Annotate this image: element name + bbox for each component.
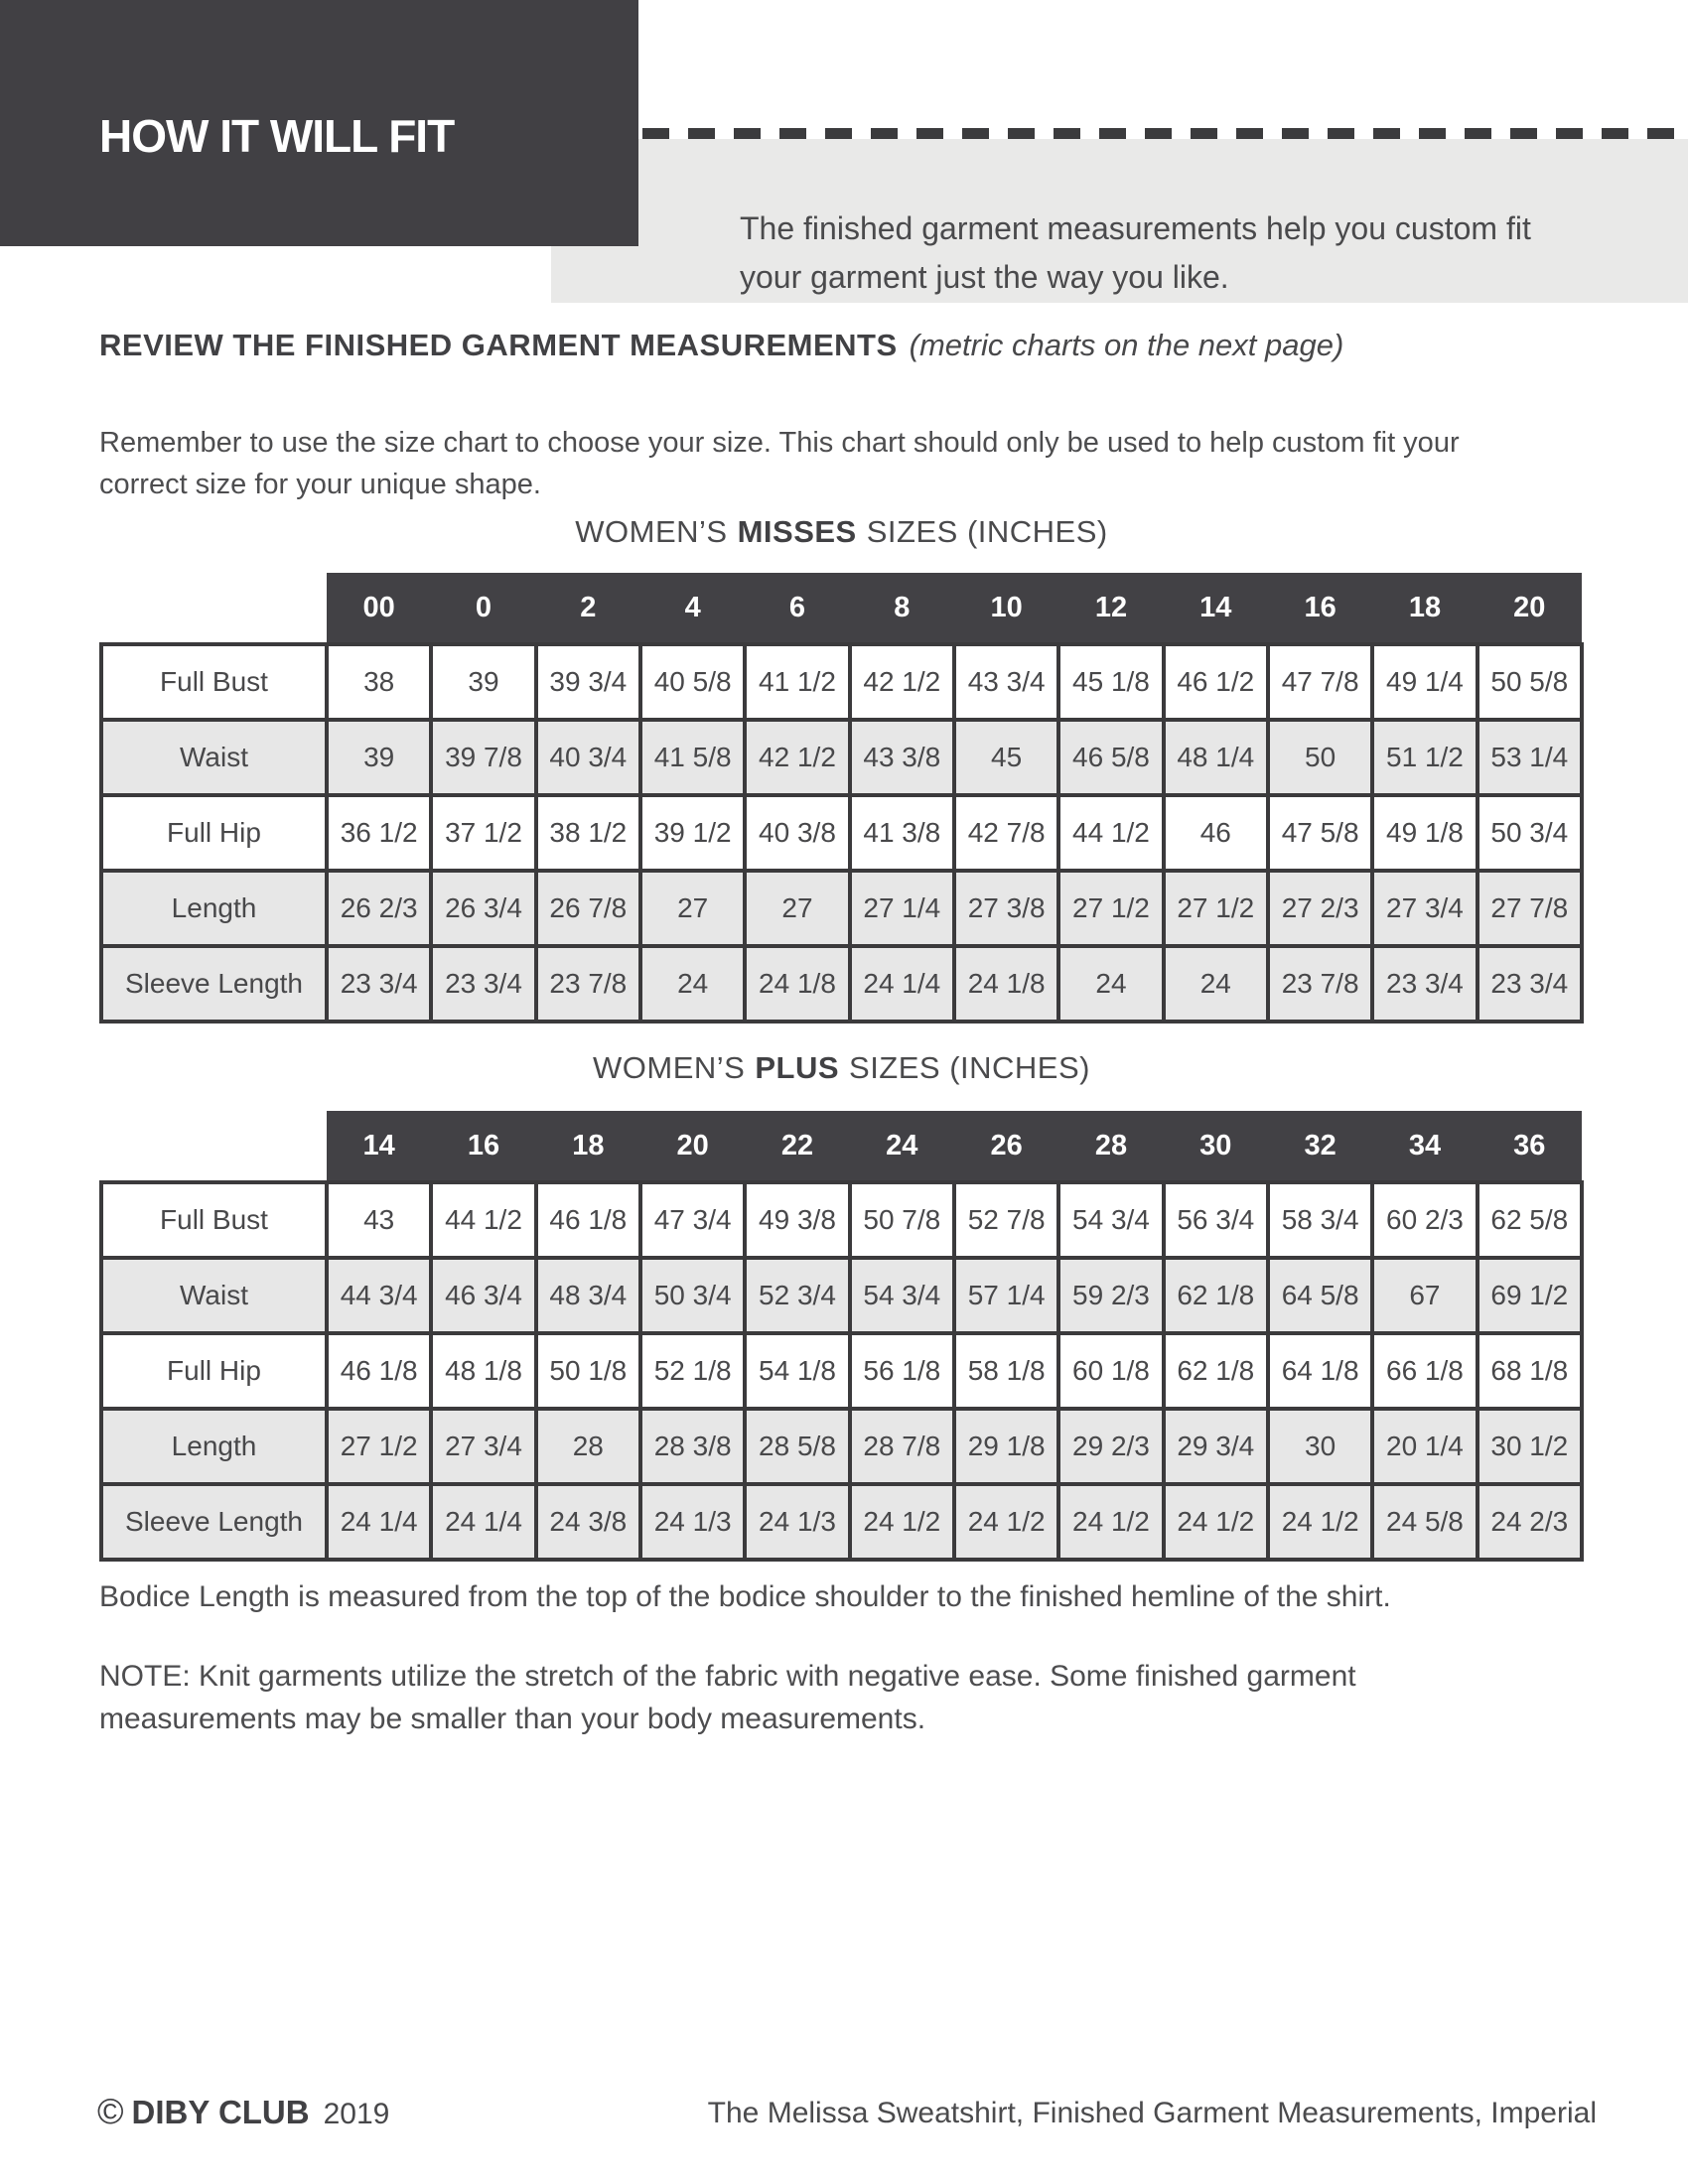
measurement-cell: 62 5/8 bbox=[1477, 1182, 1582, 1258]
measurement-cell: 42 7/8 bbox=[954, 795, 1058, 871]
row-label: Sleeve Length bbox=[101, 946, 327, 1022]
measurement-row bbox=[101, 795, 1582, 871]
size-column-header: 34 bbox=[1372, 1111, 1477, 1182]
measurement-cell: 52 3/4 bbox=[745, 1258, 849, 1333]
measurement-cell: 20 1/4 bbox=[1372, 1409, 1477, 1484]
page-title: HOW IT WILL FIT bbox=[99, 110, 455, 162]
measurement-cell: 50 3/4 bbox=[640, 1258, 745, 1333]
measurement-cell: 50 5/8 bbox=[1477, 644, 1582, 720]
measurement-cell: 49 3/8 bbox=[745, 1182, 849, 1258]
row-label: Full Bust bbox=[101, 1182, 327, 1258]
measurement-cell: 40 5/8 bbox=[640, 644, 745, 720]
measurement-cell: 48 1/4 bbox=[1164, 720, 1268, 795]
measurement-cell: 56 3/4 bbox=[1164, 1182, 1268, 1258]
measurement-cell: 56 1/8 bbox=[850, 1333, 954, 1409]
measurement-cell: 52 1/8 bbox=[640, 1333, 745, 1409]
measurement-cell: 37 1/2 bbox=[431, 795, 535, 871]
size-column-header: 16 bbox=[431, 1111, 535, 1182]
size-column-header: 2 bbox=[536, 573, 640, 644]
measurement-cell: 27 1/2 bbox=[1164, 871, 1268, 946]
measurement-cell: 26 2/3 bbox=[327, 871, 431, 946]
measurement-cell: 60 1/8 bbox=[1058, 1333, 1163, 1409]
measurement-cell: 27 bbox=[640, 871, 745, 946]
measurement-cell: 30 1/2 bbox=[1477, 1409, 1582, 1484]
dashed-divider bbox=[551, 128, 1688, 139]
misses-table-title bbox=[99, 514, 1584, 550]
measurement-cell: 58 3/4 bbox=[1268, 1182, 1372, 1258]
size-column-header: 14 bbox=[327, 1111, 431, 1182]
measurement-cell: 24 bbox=[1164, 946, 1268, 1022]
measurement-row bbox=[101, 1258, 1582, 1333]
bodice-length-note: Bodice Length is measured from the top of the bodice shoulder to the finished hemline of the shirt. bbox=[99, 1580, 1391, 1613]
measurement-cell: 36 1/2 bbox=[327, 795, 431, 871]
measurement-cell: 26 7/8 bbox=[536, 871, 640, 946]
measurement-row bbox=[101, 644, 1582, 720]
size-column-header: 12 bbox=[1058, 573, 1163, 644]
measurement-row bbox=[101, 946, 1582, 1022]
size-column-header: 14 bbox=[1164, 573, 1268, 644]
measurement-cell: 28 bbox=[536, 1409, 640, 1484]
row-label: Full Bust bbox=[101, 644, 327, 720]
size-column-header: 8 bbox=[850, 573, 954, 644]
measurement-cell: 38 bbox=[327, 644, 431, 720]
measurement-cell: 39 3/4 bbox=[536, 644, 640, 720]
row-label: Length bbox=[101, 871, 327, 946]
measurement-cell: 47 3/4 bbox=[640, 1182, 745, 1258]
misses-title-bold: MISSES bbox=[737, 514, 857, 549]
copyright-icon: © bbox=[97, 2091, 124, 2131]
row-label: Sleeve Length bbox=[101, 1484, 327, 1560]
header-banner bbox=[0, 0, 638, 246]
size-column-header: 36 bbox=[1477, 1111, 1582, 1182]
blank-corner-cell bbox=[101, 1111, 327, 1182]
measurement-cell: 43 bbox=[327, 1182, 431, 1258]
measurement-cell: 27 7/8 bbox=[1477, 871, 1582, 946]
measurement-cell: 24 1/2 bbox=[1058, 1484, 1163, 1560]
measurement-row bbox=[101, 1409, 1582, 1484]
size-column-header: 28 bbox=[1058, 1111, 1163, 1182]
measurement-cell: 46 1/2 bbox=[1164, 644, 1268, 720]
measurement-cell: 45 bbox=[954, 720, 1058, 795]
measurement-cell: 42 1/2 bbox=[745, 720, 849, 795]
measurement-cell: 39 1/2 bbox=[640, 795, 745, 871]
measurement-cell: 23 7/8 bbox=[536, 946, 640, 1022]
size-column-header: 26 bbox=[954, 1111, 1058, 1182]
measurement-cell: 44 3/4 bbox=[327, 1258, 431, 1333]
measurement-cell: 44 1/2 bbox=[431, 1182, 535, 1258]
measurement-cell: 64 1/8 bbox=[1268, 1333, 1372, 1409]
measurement-cell: 47 7/8 bbox=[1268, 644, 1372, 720]
measurement-cell: 27 2/3 bbox=[1268, 871, 1372, 946]
measurement-cell: 39 bbox=[431, 644, 535, 720]
measurement-cell: 24 2/3 bbox=[1477, 1484, 1582, 1560]
measurement-cell: 53 1/4 bbox=[1477, 720, 1582, 795]
measurement-cell: 24 1/4 bbox=[850, 946, 954, 1022]
measurement-cell: 54 3/4 bbox=[1058, 1182, 1163, 1258]
size-column-header: 18 bbox=[536, 1111, 640, 1182]
measurement-cell: 24 1/2 bbox=[954, 1484, 1058, 1560]
measurement-cell: 58 1/8 bbox=[954, 1333, 1058, 1409]
measurement-cell: 28 5/8 bbox=[745, 1409, 849, 1484]
misses-title-suffix: SIZES (INCHES) bbox=[866, 514, 1108, 549]
brand-name: DIBY CLUB bbox=[131, 2094, 310, 2130]
measurement-cell: 51 1/2 bbox=[1372, 720, 1477, 795]
measurement-cell: 24 bbox=[1058, 946, 1163, 1022]
measurement-cell: 57 1/4 bbox=[954, 1258, 1058, 1333]
measurement-cell: 43 3/4 bbox=[954, 644, 1058, 720]
measurement-cell: 29 1/8 bbox=[954, 1409, 1058, 1484]
measurement-cell: 49 1/4 bbox=[1372, 644, 1477, 720]
measurement-cell: 69 1/2 bbox=[1477, 1258, 1582, 1333]
measurement-cell: 68 1/8 bbox=[1477, 1333, 1582, 1409]
measurement-cell: 27 1/4 bbox=[850, 871, 954, 946]
measurement-cell: 23 7/8 bbox=[1268, 946, 1372, 1022]
measurement-cell: 23 3/4 bbox=[431, 946, 535, 1022]
measurement-cell: 42 1/2 bbox=[850, 644, 954, 720]
measurement-cell: 54 1/8 bbox=[745, 1333, 849, 1409]
callout-text: The finished garment measurements help you custom fit your garment just the way you like. bbox=[740, 210, 1531, 295]
footer-caption: The Melissa Sweatshirt, Finished Garment Measurements, Imperial bbox=[707, 2097, 1597, 2129]
measurement-row bbox=[101, 720, 1582, 795]
measurement-cell: 24 1/4 bbox=[327, 1484, 431, 1560]
row-label: Length bbox=[101, 1409, 327, 1484]
measurement-cell: 67 bbox=[1372, 1258, 1477, 1333]
measurement-cell: 23 3/4 bbox=[1477, 946, 1582, 1022]
measurement-cell: 50 1/8 bbox=[536, 1333, 640, 1409]
measurement-cell: 54 3/4 bbox=[850, 1258, 954, 1333]
plus-title-prefix: WOMEN’S bbox=[593, 1050, 746, 1085]
measurement-cell: 39 7/8 bbox=[431, 720, 535, 795]
size-column-header: 32 bbox=[1268, 1111, 1372, 1182]
measurement-cell: 26 3/4 bbox=[431, 871, 535, 946]
size-header-row bbox=[101, 1111, 1582, 1182]
plus-title-bold: PLUS bbox=[755, 1050, 840, 1085]
measurement-cell: 27 3/4 bbox=[1372, 871, 1477, 946]
size-column-header: 30 bbox=[1164, 1111, 1268, 1182]
measurement-cell: 45 1/8 bbox=[1058, 644, 1163, 720]
measurement-cell: 27 bbox=[745, 871, 849, 946]
measurement-cell: 41 5/8 bbox=[640, 720, 745, 795]
size-column-header: 24 bbox=[850, 1111, 954, 1182]
plus-title-suffix: SIZES (INCHES) bbox=[849, 1050, 1090, 1085]
measurement-cell: 24 1/2 bbox=[1164, 1484, 1268, 1560]
measurement-cell: 46 3/4 bbox=[431, 1258, 535, 1333]
size-column-header: 4 bbox=[640, 573, 745, 644]
measurement-cell: 27 1/2 bbox=[1058, 871, 1163, 946]
size-column-header: 16 bbox=[1268, 573, 1372, 644]
measurement-cell: 52 7/8 bbox=[954, 1182, 1058, 1258]
measurement-row bbox=[101, 1182, 1582, 1258]
footer-year: 2019 bbox=[323, 2098, 390, 2130]
intro-paragraph: Remember to use the size chart to choose your size. This chart should only be used to help custom fit your correct size for your unique shape. bbox=[99, 427, 1460, 501]
measurement-cell: 24 3/8 bbox=[536, 1484, 640, 1560]
measurement-cell: 38 1/2 bbox=[536, 795, 640, 871]
size-column-header: 00 bbox=[327, 573, 431, 644]
measurement-cell: 46 bbox=[1164, 795, 1268, 871]
measurement-cell: 64 5/8 bbox=[1268, 1258, 1372, 1333]
size-column-header: 20 bbox=[1477, 573, 1582, 644]
size-column-header: 20 bbox=[640, 1111, 745, 1182]
measurement-cell: 40 3/4 bbox=[536, 720, 640, 795]
section-heading-note: (metric charts on the next page) bbox=[909, 328, 1344, 362]
measurement-cell: 30 bbox=[1268, 1409, 1372, 1484]
measurement-cell: 47 5/8 bbox=[1268, 795, 1372, 871]
measurement-cell: 28 7/8 bbox=[850, 1409, 954, 1484]
measurement-cell: 60 2/3 bbox=[1372, 1182, 1477, 1258]
measurement-row bbox=[101, 1333, 1582, 1409]
measurement-cell: 27 3/4 bbox=[431, 1409, 535, 1484]
measurement-cell: 24 1/2 bbox=[850, 1484, 954, 1560]
measurement-cell: 50 3/4 bbox=[1477, 795, 1582, 871]
size-column-header: 0 bbox=[431, 573, 535, 644]
measurement-cell: 24 1/8 bbox=[745, 946, 849, 1022]
measurement-cell: 24 bbox=[640, 946, 745, 1022]
size-header-row bbox=[101, 573, 1582, 644]
plus-table-title bbox=[99, 1050, 1584, 1086]
measurement-cell: 23 3/4 bbox=[327, 946, 431, 1022]
measurement-cell: 50 bbox=[1268, 720, 1372, 795]
section-heading-text: REVIEW THE FINISHED GARMENT MEASUREMENTS bbox=[99, 328, 898, 362]
measurement-cell: 24 1/2 bbox=[1268, 1484, 1372, 1560]
measurement-cell: 27 1/2 bbox=[327, 1409, 431, 1484]
misses-size-table bbox=[99, 573, 1584, 1024]
measurement-cell: 44 1/2 bbox=[1058, 795, 1163, 871]
measurement-cell: 24 1/4 bbox=[431, 1484, 535, 1560]
row-label: Waist bbox=[101, 720, 327, 795]
measurement-cell: 46 1/8 bbox=[327, 1333, 431, 1409]
size-column-header: 22 bbox=[745, 1111, 849, 1182]
measurement-row bbox=[101, 1484, 1582, 1560]
measurement-cell: 40 3/8 bbox=[745, 795, 849, 871]
row-label: Full Hip bbox=[101, 795, 327, 871]
measurement-cell: 39 bbox=[327, 720, 431, 795]
measurement-cell: 62 1/8 bbox=[1164, 1333, 1268, 1409]
misses-title-prefix: WOMEN’S bbox=[575, 514, 728, 549]
row-label: Full Hip bbox=[101, 1333, 327, 1409]
measurement-cell: 50 7/8 bbox=[850, 1182, 954, 1258]
callout-box bbox=[551, 139, 1688, 303]
measurement-cell: 24 1/3 bbox=[640, 1484, 745, 1560]
measurement-cell: 27 3/8 bbox=[954, 871, 1058, 946]
measurement-cell: 59 2/3 bbox=[1058, 1258, 1163, 1333]
size-column-header: 10 bbox=[954, 573, 1058, 644]
measurement-cell: 46 1/8 bbox=[536, 1182, 640, 1258]
measurement-cell: 24 1/8 bbox=[954, 946, 1058, 1022]
measurement-cell: 46 5/8 bbox=[1058, 720, 1163, 795]
plus-size-table bbox=[99, 1111, 1584, 1562]
section-heading bbox=[99, 328, 1343, 363]
size-column-header: 18 bbox=[1372, 573, 1477, 644]
measurement-cell: 48 3/4 bbox=[536, 1258, 640, 1333]
measurement-cell: 43 3/8 bbox=[850, 720, 954, 795]
footer-brand bbox=[97, 2091, 389, 2132]
measurement-cell: 28 3/8 bbox=[640, 1409, 745, 1484]
measurement-cell: 41 3/8 bbox=[850, 795, 954, 871]
row-label: Waist bbox=[101, 1258, 327, 1333]
measurement-cell: 23 3/4 bbox=[1372, 946, 1477, 1022]
measurement-row bbox=[101, 871, 1582, 946]
measurement-cell: 49 1/8 bbox=[1372, 795, 1477, 871]
measurement-cell: 24 1/3 bbox=[745, 1484, 849, 1560]
measurement-cell: 41 1/2 bbox=[745, 644, 849, 720]
measurement-cell: 48 1/8 bbox=[431, 1333, 535, 1409]
measurement-cell: 29 3/4 bbox=[1164, 1409, 1268, 1484]
knit-garment-note: NOTE: Knit garments utilize the stretch of the fabric with negative ease. Some finished garment measurements may be smaller than your body measurements. bbox=[99, 1660, 1356, 1735]
measurement-cell: 29 2/3 bbox=[1058, 1409, 1163, 1484]
measurement-cell: 24 5/8 bbox=[1372, 1484, 1477, 1560]
measurement-cell: 62 1/8 bbox=[1164, 1258, 1268, 1333]
measurement-cell: 66 1/8 bbox=[1372, 1333, 1477, 1409]
size-column-header: 6 bbox=[745, 573, 849, 644]
blank-corner-cell bbox=[101, 573, 327, 644]
